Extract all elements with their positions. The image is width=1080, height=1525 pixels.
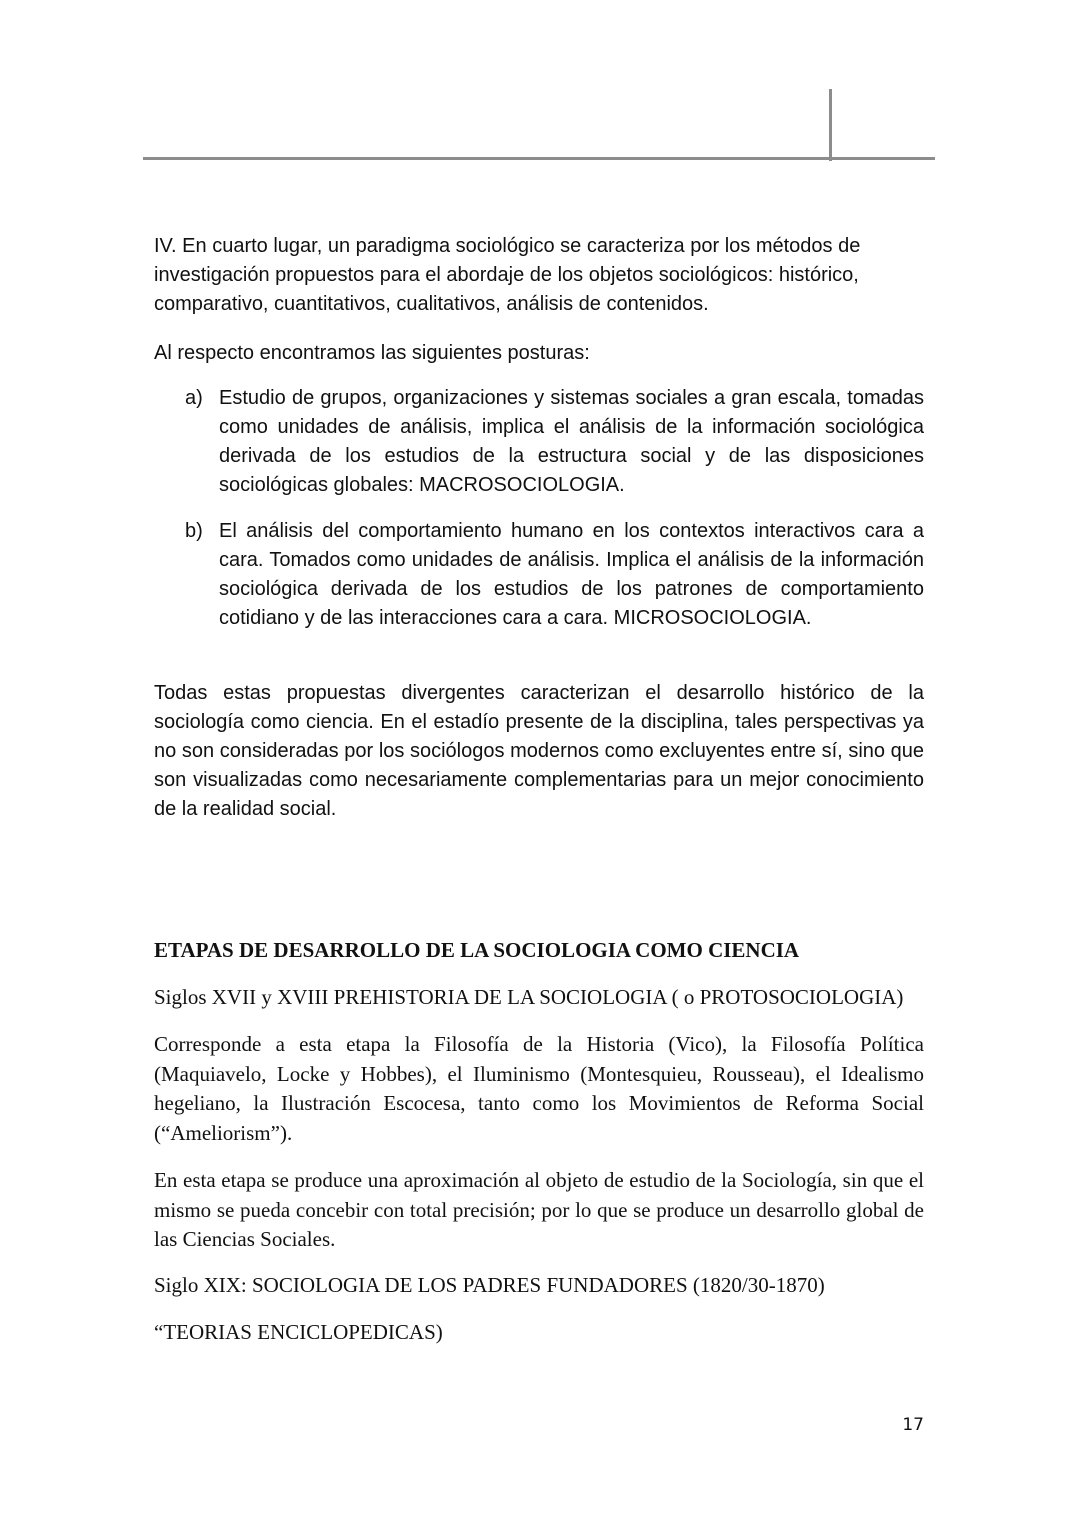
prehistory-paragraph: Corresponde a esta etapa la Filosofía de la Historia (Vico), la Filosofía Política (Maquiavelo, Locke y Hobbes), el Iluminismo (Montesquieu, Rousseau), el Idealismo hegeliano, la Ilustración Escocesa, tanto como los Movimientos de Reforma Social (“Ameliorism”). <box>154 1032 924 1145</box>
list-item-text: El análisis del comportamiento humano en los contextos interactivos cara a cara. Tomados como unidades de análisis. Implica el análisis de la información sociológica derivada de los estudios de los patrones de comportamiento cotidiano y de las interacciones cara a cara. MICROSOCIOLOGIA. <box>219 520 924 629</box>
list-item-macro <box>185 384 924 500</box>
header-divider-tick <box>829 89 832 161</box>
stage-subtitle-encyclopedic: “TEORIAS ENCICLOPEDICAS) <box>154 1320 443 1344</box>
header-rule <box>143 157 935 160</box>
stage-title-prehistory: Siglos XVII y XVIII PREHISTORIA DE LA SOCIOLOGIA ( o PROTOSOCIOLOGIA) <box>154 985 904 1009</box>
page-number: 17 <box>902 1415 924 1435</box>
approximation-paragraph: En esta etapa se produce una aproximación al objeto de estudio de la Sociología, sin que el mismo se pueda concebir con total precisión; por lo que se produce un desarrollo global de las Ciencias Sociales. <box>154 1168 924 1251</box>
postures-intro: Al respecto encontramos las siguientes posturas: <box>154 342 590 364</box>
paragraph-iv: IV. En cuarto lugar, un paradigma sociológico se caracteriza por los métodos de investigación propuestos para el abordaje de los objetos sociológicos: histórico, comparativo, cuantitativos, cualitativos, análisis de contenidos. <box>154 235 861 315</box>
section-heading: ETAPAS DE DESARROLLO DE LA SOCIOLOGIA COMO CIENCIA <box>154 938 800 962</box>
list-item-micro <box>185 517 924 633</box>
list-item-text: Estudio de grupos, organizaciones y sistemas sociales a gran escala, tomadas como unidades de análisis, implica el análisis de la información sociológica derivada de los estudios de la estructura social y de las disposiciones sociológicas globales: MACROSOCIOLOGIA. <box>219 387 924 496</box>
list-marker: a) <box>185 387 203 409</box>
list-marker: b) <box>185 520 203 542</box>
stage-title-founders: Siglo XIX: SOCIOLOGIA DE LOS PADRES FUNDADORES (1820/30-1870) <box>154 1273 825 1297</box>
conclusion-paragraph: Todas estas propuestas divergentes caracterizan el desarrollo histórico de la sociología como ciencia. En el estadío presente de la disciplina, tales perspectivas ya no son consideradas por los sociólogos modernos como excluyentes entre sí, sino que son visualizadas como necesariamente complementarias para un mejor conocimiento de la realidad social. <box>154 682 924 820</box>
